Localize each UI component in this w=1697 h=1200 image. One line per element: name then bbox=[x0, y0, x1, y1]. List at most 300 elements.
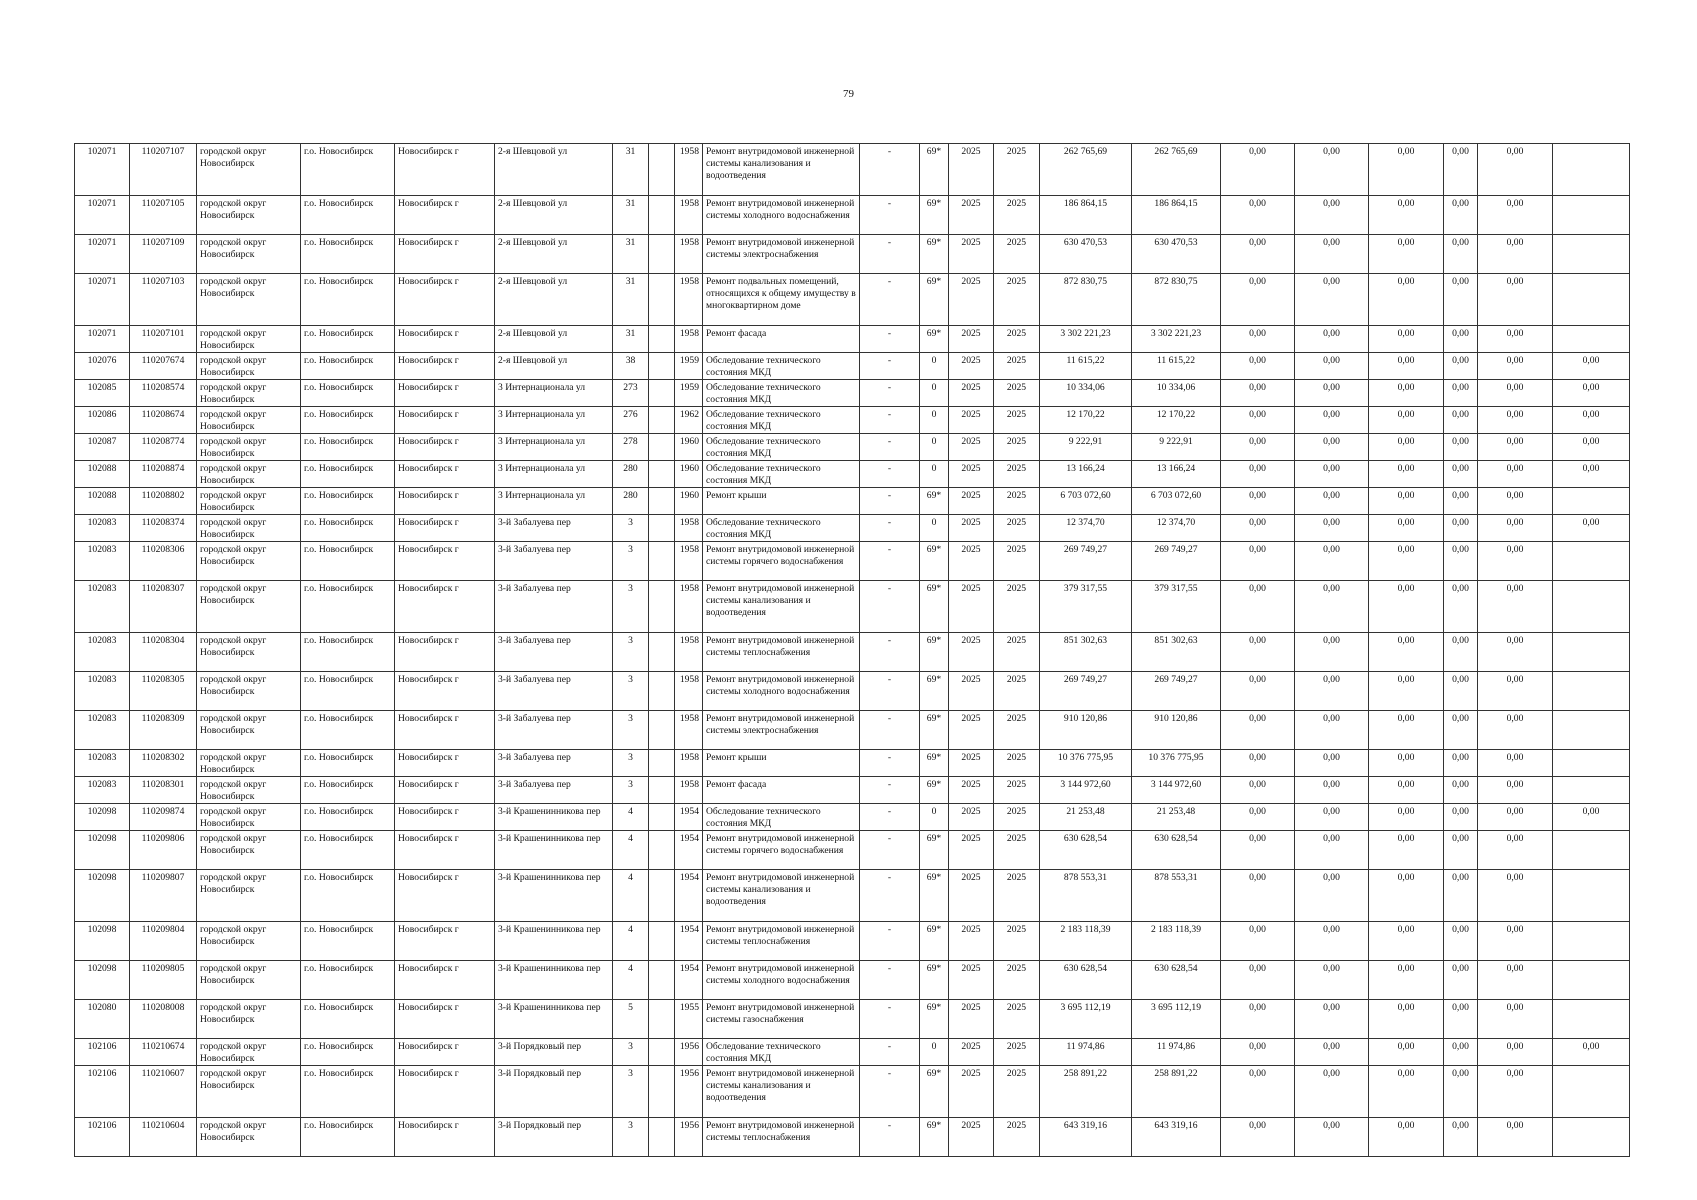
cell-house-id: 102083 bbox=[75, 750, 130, 777]
cell-municipality: городской округ Новосибирск bbox=[197, 711, 301, 750]
cell-cost-extra bbox=[1553, 831, 1630, 870]
cell-city-district: г.о. Новосибирск bbox=[301, 711, 395, 750]
cell-municipality: городской округ Новосибирск bbox=[197, 922, 301, 961]
cell-wear-percent: 69* bbox=[920, 711, 949, 750]
cell-house-number: 3 bbox=[613, 1039, 649, 1066]
cell-municipality: городской округ Новосибирск bbox=[197, 488, 301, 515]
cell-locality: Новосибирск г bbox=[395, 353, 495, 380]
cell-building bbox=[649, 1039, 675, 1066]
cell-municipality: городской округ Новосибирск bbox=[197, 353, 301, 380]
cell-building bbox=[649, 434, 675, 461]
cell-cost-federal: 0,00 bbox=[1221, 672, 1295, 711]
cell-cost-local: 0,00 bbox=[1369, 804, 1444, 831]
cell-locality: Новосибирск г bbox=[395, 750, 495, 777]
cell-cost-federal: 0,00 bbox=[1221, 750, 1295, 777]
cell-locality: Новосибирск г bbox=[395, 804, 495, 831]
cell-work-id: 110207101 bbox=[130, 326, 197, 353]
cell-building bbox=[649, 961, 675, 1000]
cell-city-district: г.о. Новосибирск bbox=[301, 407, 395, 434]
cell-cost-owners: 0,00 bbox=[1444, 1039, 1478, 1066]
cell-wear-percent: 69* bbox=[920, 1066, 949, 1118]
cell-total-cost: 13 166,24 bbox=[1040, 461, 1132, 488]
cell-municipality: городской округ Новосибирск bbox=[197, 326, 301, 353]
cell-year-built: 1954 bbox=[675, 870, 703, 922]
capital-repair-table bbox=[74, 143, 1630, 1157]
cell-municipality: городской округ Новосибирск bbox=[197, 777, 301, 804]
cell-cost-other: 0,00 bbox=[1478, 1039, 1553, 1066]
cell-building bbox=[649, 542, 675, 581]
cell-cost-extra: 0,00 bbox=[1553, 380, 1630, 407]
table-row bbox=[75, 235, 1630, 274]
cell-work-id: 110207107 bbox=[130, 144, 197, 196]
cell-work-id: 110208309 bbox=[130, 711, 197, 750]
page-number: 79 bbox=[843, 88, 854, 100]
cell-year-end: 2025 bbox=[994, 581, 1040, 633]
cell-cost-fund: 3 302 221,23 bbox=[1132, 326, 1221, 353]
cell-col-dash: - bbox=[860, 672, 920, 711]
cell-city-district: г.о. Новосибирск bbox=[301, 672, 395, 711]
cell-work-id: 110207105 bbox=[130, 196, 197, 235]
cell-year-start: 2025 bbox=[949, 804, 994, 831]
cell-year-end: 2025 bbox=[994, 777, 1040, 804]
cell-cost-fund: 851 302,63 bbox=[1132, 633, 1221, 672]
cell-building bbox=[649, 922, 675, 961]
cell-city-district: г.о. Новосибирск bbox=[301, 274, 395, 326]
cell-house-id: 102098 bbox=[75, 804, 130, 831]
cell-city-district: г.о. Новосибирск bbox=[301, 144, 395, 196]
cell-locality: Новосибирск г bbox=[395, 1066, 495, 1118]
cell-cost-local: 0,00 bbox=[1369, 144, 1444, 196]
cell-locality: Новосибирск г bbox=[395, 1118, 495, 1157]
cell-total-cost: 630 628,54 bbox=[1040, 961, 1132, 1000]
cell-cost-extra bbox=[1553, 961, 1630, 1000]
cell-street: 3-й Крашенинникова пер bbox=[495, 870, 613, 922]
cell-building bbox=[649, 461, 675, 488]
cell-work-id: 110210674 bbox=[130, 1039, 197, 1066]
cell-year-start: 2025 bbox=[949, 870, 994, 922]
cell-cost-fund: 910 120,86 bbox=[1132, 711, 1221, 750]
cell-work-type: Ремонт крыши bbox=[703, 750, 860, 777]
cell-house-id: 102098 bbox=[75, 831, 130, 870]
cell-col-dash: - bbox=[860, 407, 920, 434]
table-row bbox=[75, 144, 1630, 196]
cell-house-number: 31 bbox=[613, 274, 649, 326]
cell-building bbox=[649, 326, 675, 353]
cell-total-cost: 643 319,16 bbox=[1040, 1118, 1132, 1157]
cell-cost-federal: 0,00 bbox=[1221, 407, 1295, 434]
cell-locality: Новосибирск г bbox=[395, 274, 495, 326]
cell-year-built: 1958 bbox=[675, 144, 703, 196]
table-row bbox=[75, 581, 1630, 633]
cell-house-number: 3 bbox=[613, 711, 649, 750]
cell-year-start: 2025 bbox=[949, 353, 994, 380]
cell-cost-local: 0,00 bbox=[1369, 1118, 1444, 1157]
cell-cost-other: 0,00 bbox=[1478, 777, 1553, 804]
cell-street: 2-я Шевцовой ул bbox=[495, 326, 613, 353]
cell-cost-regional: 0,00 bbox=[1295, 196, 1369, 235]
cell-house-id: 102083 bbox=[75, 711, 130, 750]
cell-cost-local: 0,00 bbox=[1369, 961, 1444, 1000]
cell-work-type: Ремонт внутридомовой инженерной системы газоснабжения bbox=[703, 1000, 860, 1039]
cell-municipality: городской округ Новосибирск bbox=[197, 633, 301, 672]
cell-locality: Новосибирск г bbox=[395, 326, 495, 353]
cell-cost-regional: 0,00 bbox=[1295, 1000, 1369, 1039]
table-body bbox=[75, 144, 1630, 1157]
cell-work-type: Обследование технического состояния МКД bbox=[703, 804, 860, 831]
cell-locality: Новосибирск г bbox=[395, 831, 495, 870]
cell-cost-regional: 0,00 bbox=[1295, 407, 1369, 434]
cell-cost-other: 0,00 bbox=[1478, 407, 1553, 434]
cell-year-built: 1962 bbox=[675, 407, 703, 434]
cell-locality: Новосибирск г bbox=[395, 672, 495, 711]
cell-wear-percent: 69* bbox=[920, 672, 949, 711]
cell-municipality: городской округ Новосибирск bbox=[197, 1118, 301, 1157]
cell-year-end: 2025 bbox=[994, 326, 1040, 353]
cell-locality: Новосибирск г bbox=[395, 777, 495, 804]
cell-cost-fund: 10 334,06 bbox=[1132, 380, 1221, 407]
cell-year-end: 2025 bbox=[994, 515, 1040, 542]
cell-year-built: 1959 bbox=[675, 380, 703, 407]
cell-work-type: Обследование технического состояния МКД bbox=[703, 407, 860, 434]
cell-municipality: городской округ Новосибирск bbox=[197, 831, 301, 870]
cell-work-id: 110208374 bbox=[130, 515, 197, 542]
cell-year-start: 2025 bbox=[949, 831, 994, 870]
cell-cost-other: 0,00 bbox=[1478, 542, 1553, 581]
cell-house-id: 102083 bbox=[75, 581, 130, 633]
cell-work-id: 110207674 bbox=[130, 353, 197, 380]
cell-city-district: г.о. Новосибирск bbox=[301, 542, 395, 581]
cell-year-end: 2025 bbox=[994, 633, 1040, 672]
cell-cost-local: 0,00 bbox=[1369, 922, 1444, 961]
cell-year-end: 2025 bbox=[994, 274, 1040, 326]
cell-year-end: 2025 bbox=[994, 711, 1040, 750]
cell-street: 3 Интернационала ул bbox=[495, 434, 613, 461]
cell-cost-regional: 0,00 bbox=[1295, 870, 1369, 922]
cell-house-number: 4 bbox=[613, 804, 649, 831]
cell-work-type: Обследование технического состояния МКД bbox=[703, 1039, 860, 1066]
cell-house-id: 102071 bbox=[75, 326, 130, 353]
cell-locality: Новосибирск г bbox=[395, 922, 495, 961]
cell-year-start: 2025 bbox=[949, 434, 994, 461]
cell-cost-federal: 0,00 bbox=[1221, 870, 1295, 922]
cell-house-number: 3 bbox=[613, 777, 649, 804]
cell-cost-local: 0,00 bbox=[1369, 1039, 1444, 1066]
cell-col-dash: - bbox=[860, 1000, 920, 1039]
cell-year-built: 1958 bbox=[675, 581, 703, 633]
cell-year-end: 2025 bbox=[994, 353, 1040, 380]
cell-cost-extra: 0,00 bbox=[1553, 353, 1630, 380]
cell-work-id: 110208304 bbox=[130, 633, 197, 672]
cell-building bbox=[649, 870, 675, 922]
cell-cost-regional: 0,00 bbox=[1295, 672, 1369, 711]
cell-city-district: г.о. Новосибирск bbox=[301, 750, 395, 777]
cell-work-id: 110209874 bbox=[130, 804, 197, 831]
cell-cost-local: 0,00 bbox=[1369, 274, 1444, 326]
cell-work-id: 110208802 bbox=[130, 488, 197, 515]
cell-cost-other: 0,00 bbox=[1478, 804, 1553, 831]
cell-cost-fund: 262 765,69 bbox=[1132, 144, 1221, 196]
cell-year-start: 2025 bbox=[949, 711, 994, 750]
cell-cost-owners: 0,00 bbox=[1444, 581, 1478, 633]
cell-year-built: 1954 bbox=[675, 804, 703, 831]
cell-cost-extra: 0,00 bbox=[1553, 461, 1630, 488]
table-row bbox=[75, 461, 1630, 488]
cell-cost-federal: 0,00 bbox=[1221, 515, 1295, 542]
cell-cost-local: 0,00 bbox=[1369, 542, 1444, 581]
cell-cost-fund: 21 253,48 bbox=[1132, 804, 1221, 831]
cell-year-built: 1954 bbox=[675, 831, 703, 870]
cell-house-number: 3 bbox=[613, 542, 649, 581]
cell-cost-federal: 0,00 bbox=[1221, 353, 1295, 380]
cell-street: 2-я Шевцовой ул bbox=[495, 144, 613, 196]
cell-building bbox=[649, 831, 675, 870]
cell-city-district: г.о. Новосибирск bbox=[301, 831, 395, 870]
cell-wear-percent: 69* bbox=[920, 326, 949, 353]
cell-house-number: 3 bbox=[613, 581, 649, 633]
cell-cost-fund: 9 222,91 bbox=[1132, 434, 1221, 461]
cell-municipality: городской округ Новосибирск bbox=[197, 380, 301, 407]
table-row bbox=[75, 711, 1630, 750]
cell-cost-owners: 0,00 bbox=[1444, 461, 1478, 488]
cell-cost-local: 0,00 bbox=[1369, 380, 1444, 407]
cell-city-district: г.о. Новосибирск bbox=[301, 326, 395, 353]
cell-cost-federal: 0,00 bbox=[1221, 581, 1295, 633]
cell-cost-extra bbox=[1553, 488, 1630, 515]
cell-year-start: 2025 bbox=[949, 461, 994, 488]
cell-year-end: 2025 bbox=[994, 804, 1040, 831]
cell-street: 3-й Забалуева пер bbox=[495, 633, 613, 672]
cell-year-built: 1954 bbox=[675, 922, 703, 961]
cell-cost-federal: 0,00 bbox=[1221, 461, 1295, 488]
cell-building bbox=[649, 1118, 675, 1157]
cell-total-cost: 12 374,70 bbox=[1040, 515, 1132, 542]
cell-municipality: городской округ Новосибирск bbox=[197, 961, 301, 1000]
cell-locality: Новосибирск г bbox=[395, 434, 495, 461]
cell-building bbox=[649, 750, 675, 777]
cell-year-start: 2025 bbox=[949, 777, 994, 804]
cell-work-id: 110210607 bbox=[130, 1066, 197, 1118]
cell-building bbox=[649, 380, 675, 407]
cell-work-id: 110208574 bbox=[130, 380, 197, 407]
cell-cost-federal: 0,00 bbox=[1221, 804, 1295, 831]
cell-locality: Новосибирск г bbox=[395, 870, 495, 922]
table-row bbox=[75, 434, 1630, 461]
cell-building bbox=[649, 274, 675, 326]
cell-cost-extra bbox=[1553, 326, 1630, 353]
cell-work-type: Ремонт внутридомовой инженерной системы теплоснабжения bbox=[703, 633, 860, 672]
table-row bbox=[75, 804, 1630, 831]
cell-work-id: 110209807 bbox=[130, 870, 197, 922]
cell-col-dash: - bbox=[860, 353, 920, 380]
cell-total-cost: 2 183 118,39 bbox=[1040, 922, 1132, 961]
cell-building bbox=[649, 1066, 675, 1118]
cell-cost-owners: 0,00 bbox=[1444, 1000, 1478, 1039]
cell-street: 3-й Забалуева пер bbox=[495, 672, 613, 711]
cell-work-type: Ремонт внутридомовой инженерной системы теплоснабжения bbox=[703, 922, 860, 961]
cell-total-cost: 11 615,22 bbox=[1040, 353, 1132, 380]
cell-work-type: Ремонт внутридомовой инженерной системы канализования и водоотведения bbox=[703, 144, 860, 196]
cell-col-dash: - bbox=[860, 870, 920, 922]
cell-building bbox=[649, 488, 675, 515]
cell-cost-other: 0,00 bbox=[1478, 1066, 1553, 1118]
cell-work-type: Обследование технического состояния МКД bbox=[703, 515, 860, 542]
cell-total-cost: 9 222,91 bbox=[1040, 434, 1132, 461]
cell-house-number: 3 bbox=[613, 633, 649, 672]
table-row bbox=[75, 831, 1630, 870]
cell-wear-percent: 0 bbox=[920, 407, 949, 434]
cell-year-start: 2025 bbox=[949, 922, 994, 961]
cell-col-dash: - bbox=[860, 274, 920, 326]
cell-cost-owners: 0,00 bbox=[1444, 144, 1478, 196]
cell-municipality: городской округ Новосибирск bbox=[197, 407, 301, 434]
cell-cost-extra: 0,00 bbox=[1553, 1039, 1630, 1066]
cell-house-id: 102085 bbox=[75, 380, 130, 407]
cell-cost-owners: 0,00 bbox=[1444, 870, 1478, 922]
cell-work-type: Ремонт внутридомовой инженерной системы холодного водоснабжения bbox=[703, 196, 860, 235]
cell-locality: Новосибирск г bbox=[395, 407, 495, 434]
cell-cost-owners: 0,00 bbox=[1444, 235, 1478, 274]
cell-street: 3-й Порядковый пер bbox=[495, 1039, 613, 1066]
cell-work-type: Ремонт внутридомовой инженерной системы электроснабжения bbox=[703, 711, 860, 750]
cell-year-built: 1960 bbox=[675, 461, 703, 488]
cell-cost-owners: 0,00 bbox=[1444, 380, 1478, 407]
cell-cost-extra bbox=[1553, 777, 1630, 804]
cell-municipality: городской округ Новосибирск bbox=[197, 1066, 301, 1118]
cell-year-built: 1960 bbox=[675, 434, 703, 461]
cell-cost-fund: 186 864,15 bbox=[1132, 196, 1221, 235]
cell-municipality: городской округ Новосибирск bbox=[197, 434, 301, 461]
cell-col-dash: - bbox=[860, 633, 920, 672]
cell-cost-federal: 0,00 bbox=[1221, 777, 1295, 804]
cell-year-end: 2025 bbox=[994, 750, 1040, 777]
cell-municipality: городской округ Новосибирск bbox=[197, 1000, 301, 1039]
cell-city-district: г.о. Новосибирск bbox=[301, 1118, 395, 1157]
cell-cost-regional: 0,00 bbox=[1295, 274, 1369, 326]
cell-building bbox=[649, 407, 675, 434]
cell-cost-local: 0,00 bbox=[1369, 831, 1444, 870]
cell-cost-other: 0,00 bbox=[1478, 235, 1553, 274]
table-row bbox=[75, 515, 1630, 542]
cell-municipality: городской округ Новосибирск bbox=[197, 515, 301, 542]
table-row bbox=[75, 870, 1630, 922]
cell-cost-other: 0,00 bbox=[1478, 1118, 1553, 1157]
cell-cost-local: 0,00 bbox=[1369, 633, 1444, 672]
cell-work-id: 110208307 bbox=[130, 581, 197, 633]
cell-cost-fund: 13 166,24 bbox=[1132, 461, 1221, 488]
cell-total-cost: 21 253,48 bbox=[1040, 804, 1132, 831]
table-row bbox=[75, 380, 1630, 407]
cell-year-end: 2025 bbox=[994, 961, 1040, 1000]
cell-cost-other: 0,00 bbox=[1478, 274, 1553, 326]
cell-locality: Новосибирск г bbox=[395, 633, 495, 672]
cell-year-start: 2025 bbox=[949, 1118, 994, 1157]
cell-cost-extra: 0,00 bbox=[1553, 804, 1630, 831]
cell-cost-extra bbox=[1553, 144, 1630, 196]
cell-wear-percent: 69* bbox=[920, 633, 949, 672]
cell-year-start: 2025 bbox=[949, 961, 994, 1000]
cell-cost-extra bbox=[1553, 542, 1630, 581]
cell-street: 3-й Крашенинникова пер bbox=[495, 804, 613, 831]
cell-cost-fund: 643 319,16 bbox=[1132, 1118, 1221, 1157]
cell-street: 3-й Крашенинникова пер bbox=[495, 831, 613, 870]
cell-house-number: 31 bbox=[613, 235, 649, 274]
cell-wear-percent: 69* bbox=[920, 922, 949, 961]
cell-cost-owners: 0,00 bbox=[1444, 922, 1478, 961]
table-row bbox=[75, 274, 1630, 326]
cell-work-id: 110208302 bbox=[130, 750, 197, 777]
cell-work-id: 110207109 bbox=[130, 235, 197, 274]
cell-cost-regional: 0,00 bbox=[1295, 633, 1369, 672]
cell-house-number: 31 bbox=[613, 326, 649, 353]
cell-street: 3-й Крашенинникова пер bbox=[495, 1000, 613, 1039]
cell-cost-extra bbox=[1553, 1118, 1630, 1157]
cell-street: 3-й Порядковый пер bbox=[495, 1118, 613, 1157]
cell-city-district: г.о. Новосибирск bbox=[301, 196, 395, 235]
cell-locality: Новосибирск г bbox=[395, 461, 495, 488]
cell-year-start: 2025 bbox=[949, 1066, 994, 1118]
cell-house-number: 280 bbox=[613, 488, 649, 515]
cell-cost-other: 0,00 bbox=[1478, 711, 1553, 750]
cell-municipality: городской округ Новосибирск bbox=[197, 196, 301, 235]
cell-cost-extra bbox=[1553, 196, 1630, 235]
cell-work-type: Обследование технического состояния МКД bbox=[703, 461, 860, 488]
cell-work-type: Ремонт внутридомовой инженерной системы теплоснабжения bbox=[703, 1118, 860, 1157]
cell-city-district: г.о. Новосибирск bbox=[301, 777, 395, 804]
cell-cost-local: 0,00 bbox=[1369, 777, 1444, 804]
cell-year-end: 2025 bbox=[994, 196, 1040, 235]
cell-year-start: 2025 bbox=[949, 407, 994, 434]
cell-total-cost: 262 765,69 bbox=[1040, 144, 1132, 196]
cell-col-dash: - bbox=[860, 831, 920, 870]
cell-city-district: г.о. Новосибирск bbox=[301, 434, 395, 461]
cell-cost-other: 0,00 bbox=[1478, 488, 1553, 515]
table-row bbox=[75, 1118, 1630, 1157]
cell-city-district: г.о. Новосибирск bbox=[301, 961, 395, 1000]
cell-house-id: 102080 bbox=[75, 1000, 130, 1039]
cell-cost-fund: 6 703 072,60 bbox=[1132, 488, 1221, 515]
cell-work-id: 110208305 bbox=[130, 672, 197, 711]
cell-house-number: 31 bbox=[613, 144, 649, 196]
cell-municipality: городской округ Новосибирск bbox=[197, 870, 301, 922]
cell-total-cost: 872 830,75 bbox=[1040, 274, 1132, 326]
cell-cost-regional: 0,00 bbox=[1295, 235, 1369, 274]
cell-cost-extra: 0,00 bbox=[1553, 515, 1630, 542]
cell-cost-federal: 0,00 bbox=[1221, 922, 1295, 961]
cell-col-dash: - bbox=[860, 961, 920, 1000]
cell-cost-regional: 0,00 bbox=[1295, 711, 1369, 750]
cell-cost-extra bbox=[1553, 1066, 1630, 1118]
cell-cost-other: 0,00 bbox=[1478, 196, 1553, 235]
cell-wear-percent: 69* bbox=[920, 274, 949, 326]
cell-work-id: 110209805 bbox=[130, 961, 197, 1000]
cell-total-cost: 186 864,15 bbox=[1040, 196, 1132, 235]
cell-work-id: 110208874 bbox=[130, 461, 197, 488]
cell-year-start: 2025 bbox=[949, 144, 994, 196]
cell-work-id: 110209806 bbox=[130, 831, 197, 870]
cell-wear-percent: 69* bbox=[920, 831, 949, 870]
cell-locality: Новосибирск г bbox=[395, 515, 495, 542]
cell-street: 2-я Шевцовой ул bbox=[495, 353, 613, 380]
cell-building bbox=[649, 804, 675, 831]
cell-street: 3-й Забалуева пер bbox=[495, 515, 613, 542]
cell-work-type: Ремонт внутридомовой инженерной системы холодного водоснабжения bbox=[703, 672, 860, 711]
cell-cost-federal: 0,00 bbox=[1221, 380, 1295, 407]
cell-total-cost: 878 553,31 bbox=[1040, 870, 1132, 922]
cell-cost-owners: 0,00 bbox=[1444, 353, 1478, 380]
cell-year-end: 2025 bbox=[994, 1039, 1040, 1066]
table-row bbox=[75, 488, 1630, 515]
cell-total-cost: 12 170,22 bbox=[1040, 407, 1132, 434]
